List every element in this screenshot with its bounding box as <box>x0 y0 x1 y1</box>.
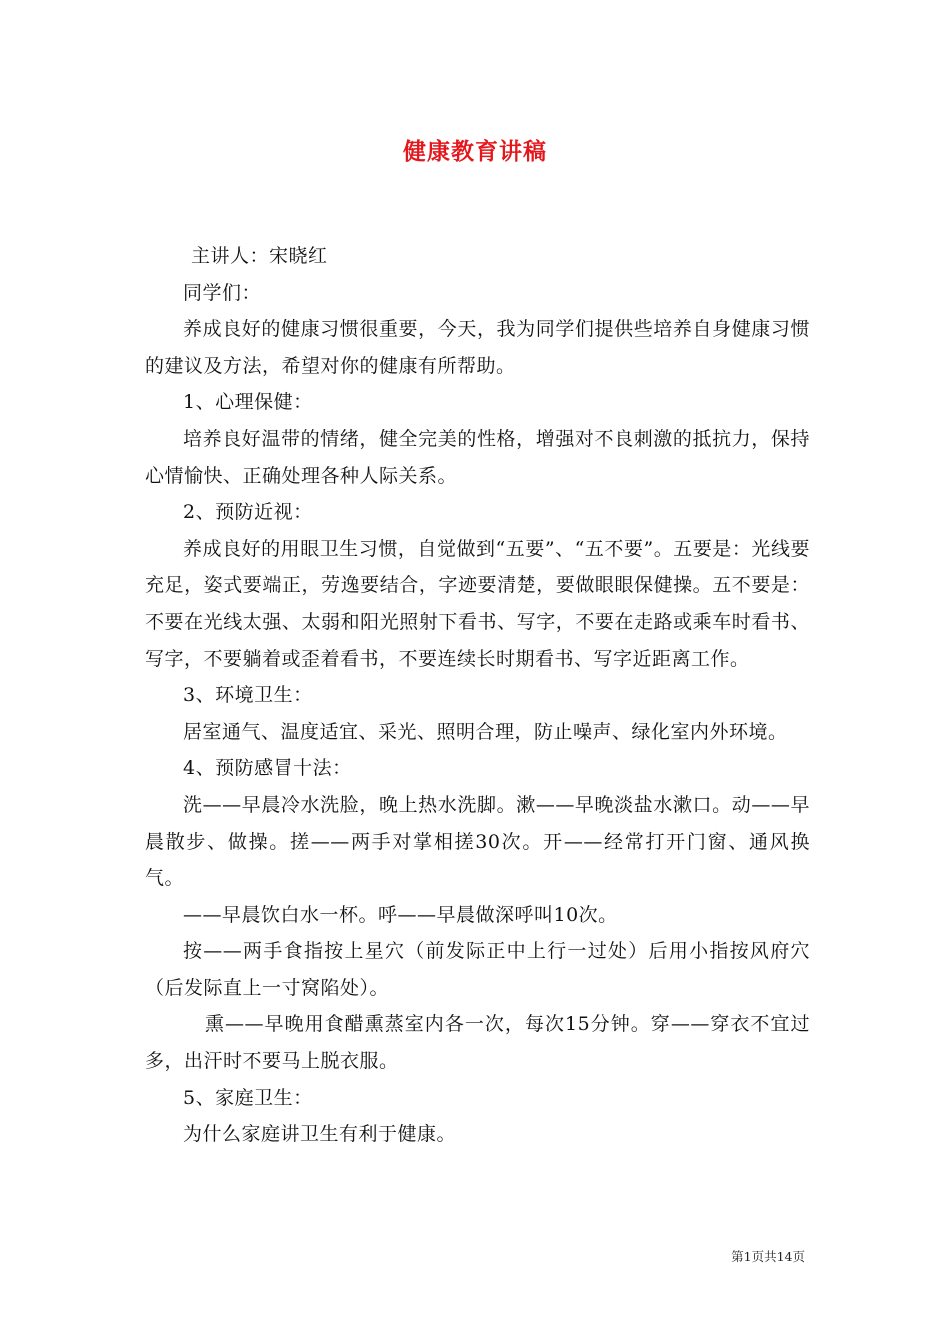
section-heading-environment: 3、环境卫生： <box>183 684 313 707</box>
paragraph-home-hygiene: 为什么家庭讲卫生有利于健康。 <box>183 1123 457 1146</box>
speaker-line: 主讲人：宋晓红 <box>191 245 328 267</box>
paragraph-cold-fumigate: 熏——早晚用食醋熏蒸室内各一次，每次15分钟。穿——穿衣不宜过多，出汗时不要马上脱衣服。 <box>145 1013 810 1073</box>
section-heading-mental-health: 1、心理保健： <box>183 391 313 414</box>
section-heading-home-hygiene: 5、家庭卫生： <box>183 1086 313 1109</box>
section-heading-myopia: 2、预防近视： <box>183 501 313 524</box>
section-heading-cold-prevention: 4、预防感冒十法： <box>183 757 352 780</box>
document-title: 健康教育讲稿 <box>403 138 547 165</box>
document-body <box>145 238 810 1153</box>
paragraph-mental-health: 培养良好温带的情绪，健全完美的性格，增强对不良刺激的抵抗力，保持心情愉快、正确处理各种人际关系。 <box>145 427 810 487</box>
paragraph-myopia: 养成良好的用眼卫生习惯，自觉做到“五要”、“五不要”。五要是：光线要充足，姿式要端正，劳逸要结合，字迹要清楚，要做眼眼保健操。五不要是：不要在光线太强、太弱和阳光照射下看书、写字，不要在走路或乘车时看书、写字，不要躺着或歪着看书，不要连续长时期看书、写字近距离工作。 <box>145 537 810 670</box>
greeting-line: 同学们： <box>183 281 262 304</box>
paragraph-cold-wash: 洗——早晨冷水洗脸，晚上热水洗脚。漱——早晚淡盐水漱口。动——早晨散步、做操。搓——两手对掌相搓30次。开——经常打开门窗、通风换气。 <box>145 793 810 890</box>
paragraph-cold-press: 按——两手食指按上星穴（前发际正中上行一过处）后用小指按风府穴（后发际直上一寸窝陷处）。 <box>145 940 810 999</box>
page-number: 第1页共14页 <box>731 1249 805 1264</box>
paragraph-environment: 居室通气、温度适宜、采光、照明合理，防止噪声、绿化室内外环境。 <box>183 720 788 743</box>
intro-paragraph: 养成良好的健康习惯很重要，今天，我为同学们提供些培养自身健康习惯的建议及方法，希望对你的健康有所帮助。 <box>145 318 810 377</box>
paragraph-cold-drink: ——早晨饮白水一杯。呼——早晨做深呼叫10次。 <box>183 903 618 926</box>
